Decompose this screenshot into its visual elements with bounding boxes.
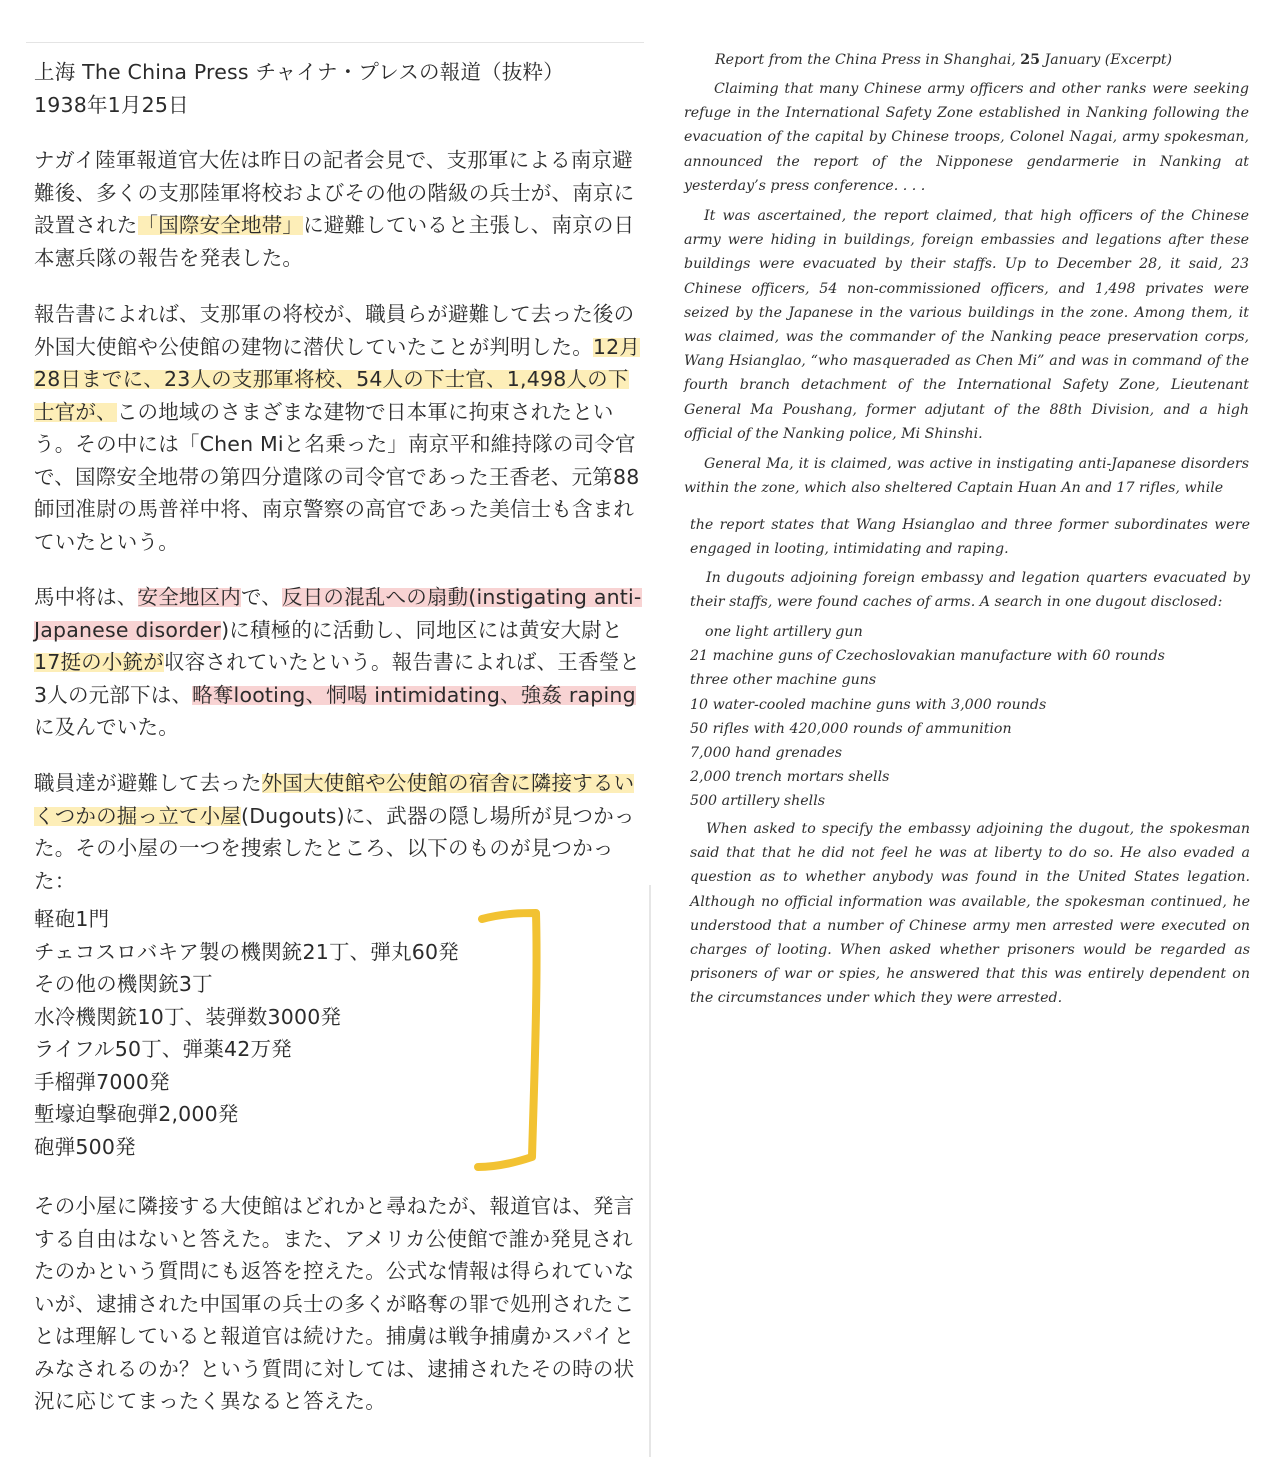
en-paragraph-5 (690, 817, 1250, 1011)
en-paragraph-3-continued (690, 513, 1250, 561)
jp-paragraph-4 (34, 767, 644, 897)
jp-list-item: 手榴弾7000発 (34, 1069, 170, 1094)
en-p4-text: In dugouts adjoining foreign embassy and legation quarters evacuated by their staffs, were found caches of arms. A search in one dugout disclosed: (690, 570, 1250, 611)
en-heading-text: January (Excerpt) (1040, 52, 1173, 68)
en-paragraph-4 (690, 566, 1250, 614)
jp-list-item: 砲弾500発 (34, 1134, 136, 1159)
en-list-item: 2,000 trench mortars shells (690, 769, 890, 786)
jp-list-item: 水冷機関銃10丁、装弾数3000発 (34, 1004, 342, 1029)
highlight-red: 反日の混乱への扇動(instigating anti-Japanese disorder (34, 585, 642, 642)
jp-p4-text: 職員達が避難して去った (34, 771, 262, 795)
jp-p3-text: )に積極的に活動し、同地区には黄安大尉と (221, 617, 623, 642)
en-paragraph-1 (684, 77, 1249, 198)
jp-title-line1: 上海 The China Press チャイナ・プレスの報道（抜粋） (34, 60, 564, 84)
highlight-yellow: 17挺の小銃が (34, 650, 164, 674)
en-weapons-list (690, 620, 1250, 814)
panel-divider (649, 885, 651, 1457)
jp-p1-text: ナガイ陸軍報道官大佐は昨日の記者会見で、支那軍による南京避難後、多くの支那陸軍将校およびその他の階級の兵士が、南京に設置された (34, 148, 635, 237)
en-heading-day: 25 (1020, 52, 1041, 68)
en-list-item: three other machine guns (690, 672, 877, 689)
en-list-item: 21 machine guns of Czechoslovakian manufacture with 60 rounds (690, 648, 1165, 665)
highlight-yellow: 12月28日までに、23人の支那軍将校、54人の下士官、1,498人の下士官が、 (34, 334, 641, 424)
jp-title (34, 56, 644, 121)
jp-list-item: ライフル50丁、弾薬42万発 (34, 1037, 292, 1061)
jp-p3-text: 収容されていたという。報告書によれば、王香瑩と3人の元部下は、 (34, 650, 641, 707)
bracket-annotation (474, 905, 544, 1175)
highlight-yellow: 外国大使館や公使館の宿舎に隣接するいくつかの掘っ立て小屋 (34, 771, 635, 828)
en-list-item: one light artillery gun (705, 624, 863, 640)
jp-p4-text: (Dugouts)に、武器の隠し場所が見つかった。その小屋の一つを捜索したところ、以下のものが見つかった： (34, 803, 635, 893)
jp-p3-text: で、 (241, 585, 282, 609)
jp-paragraph-2 (34, 298, 644, 558)
jp-p3-text: 馬中将は、 (34, 585, 138, 609)
jp-title-date: 1938年1月25日 (34, 92, 189, 117)
jp-paragraph-3 (34, 581, 644, 744)
highlight-red: 安全地区内 (137, 585, 241, 609)
jp-p5-text: その小屋に隣接する大使館はどれかと尋ねたが、報道官は、発言する自由はないと答えた。また、アメリカ公使館で誰か発見されたのかという質問にも返答を控えた。公式な情報は得られていないが、逮捕された中国軍の兵士の多くが略奪の罪で処刑されたことは理解していると報道官は続けた。捕虜は戦争捕虜かスパイとみなされるのか？という質問に対しては、逮捕されたその時の状況に応じてまったく異なると答えた。 (34, 1194, 635, 1413)
jp-list-item: チェコスロバキア製の機関銃21丁、弾丸60発 (34, 939, 459, 964)
jp-list-item: その他の機関銃3丁 (34, 972, 213, 996)
jp-paragraph-5 (34, 1190, 644, 1418)
en-list-item: 50 rifles with 420,000 rounds of ammunition (690, 720, 1012, 737)
en-p5-text: When asked to specify the embassy adjoining the dugout, the spokesman said that that he did not feel he was at liberty to do so. He also evaded a question as to whether anybody was found in the United States legation. Although no official information was available, the spokesman continued, he understood that a number of Chinese army men arrested were executed on charges of looting. When asked whether prisoners would be regarded as prisoners of war or spies, he answered that this was entirely dependent on the circumstances under which they were arrested. (690, 821, 1250, 1007)
en-list-item: 10 water-cooled machine guns with 3,000 rounds (690, 696, 1047, 713)
en-p1-text: Claiming that many Chinese army officers and other ranks were seeking refuge in the International Safety Zone established in Nanking following the evacuation of the capital by Chinese troops, Colonel Nagai, army spokesman, announced the report of the Nipponese gendarmerie in Nanking at yesterday’s press conference. . . . (684, 81, 1249, 194)
jp-paragraph-1 (34, 144, 644, 274)
highlight-yellow: 「国際安全地帯」 (137, 213, 304, 237)
top-divider (26, 42, 644, 43)
en-p2-text: It was ascertained, the report claimed, that high officers of the Chinese army were hiding in buildings, foreign embassies and legations after these buildings were evacuated by their staffs. Up to December 28, it said, 23 Chinese officers, 54 non-commissioned officers, and 1,498 privates were seized by the Japanese in the various buildings in the zone. Among them, it was claimed, was the commander of the Nanking peace preservation corps, Wang Hsianglao, “who masqueraded as Chen Mi” and was in command of the fourth branch detachment of the International Safety Zone, Lieutenant General Ma Poushang, former adjutant of the 88th Division, and a high official of the Nanking police, Mi Shinshi. (684, 208, 1249, 442)
english-original-panel (680, 0, 1255, 1464)
jp-p2-text: この地域のさまざまな建物で日本軍に拘束されたという。その中には「Chen Miと名乗った」南京平和維持隊の司令官で、国際安全地帯の第四分遣隊の司令官であった王香老、元第88師団准尉の馬普祥中将、南京警察の高官であった美信士も含まれていたという。 (34, 399, 640, 554)
jp-p3-text: に及んでいた。 (34, 715, 179, 739)
en-heading (715, 48, 1215, 72)
en-paragraph-2 (684, 204, 1249, 446)
jp-p1-text: に避難していると主張し、南京の日本憲兵隊の報告を発表した。 (34, 213, 635, 270)
en-paragraph-3 (684, 452, 1249, 500)
en-p3-text: General Ma, it is claimed, was active in instigating anti-Japanese disorders within the zone, which also sheltered Captain Huan An and 17 rifles, while (684, 456, 1249, 497)
en-heading-text: Report from the China Press in Shanghai, (715, 52, 1021, 68)
en-p3b-text: the report states that Wang Hsianglao and three former subordinates were engaged in looting, intimidating and raping. (690, 517, 1250, 558)
en-list-item: 500 artillery shells (690, 793, 826, 810)
en-list-item: 7,000 hand grenades (690, 745, 843, 762)
jp-p2-text: 報告書によれば、支那軍の将校が、職員らが避難して去った後の外国大使館や公使館の建物に潜伏していたことが判明した。 (34, 302, 635, 359)
jp-list-item: 軽砲1門 (34, 907, 110, 931)
jp-weapons-list (34, 903, 644, 1163)
jp-list-item: 塹壕迫撃砲弾2,000発 (34, 1102, 239, 1126)
highlight-red: 略奪looting、恫喝 intimidating、強姦 raping (192, 682, 636, 707)
